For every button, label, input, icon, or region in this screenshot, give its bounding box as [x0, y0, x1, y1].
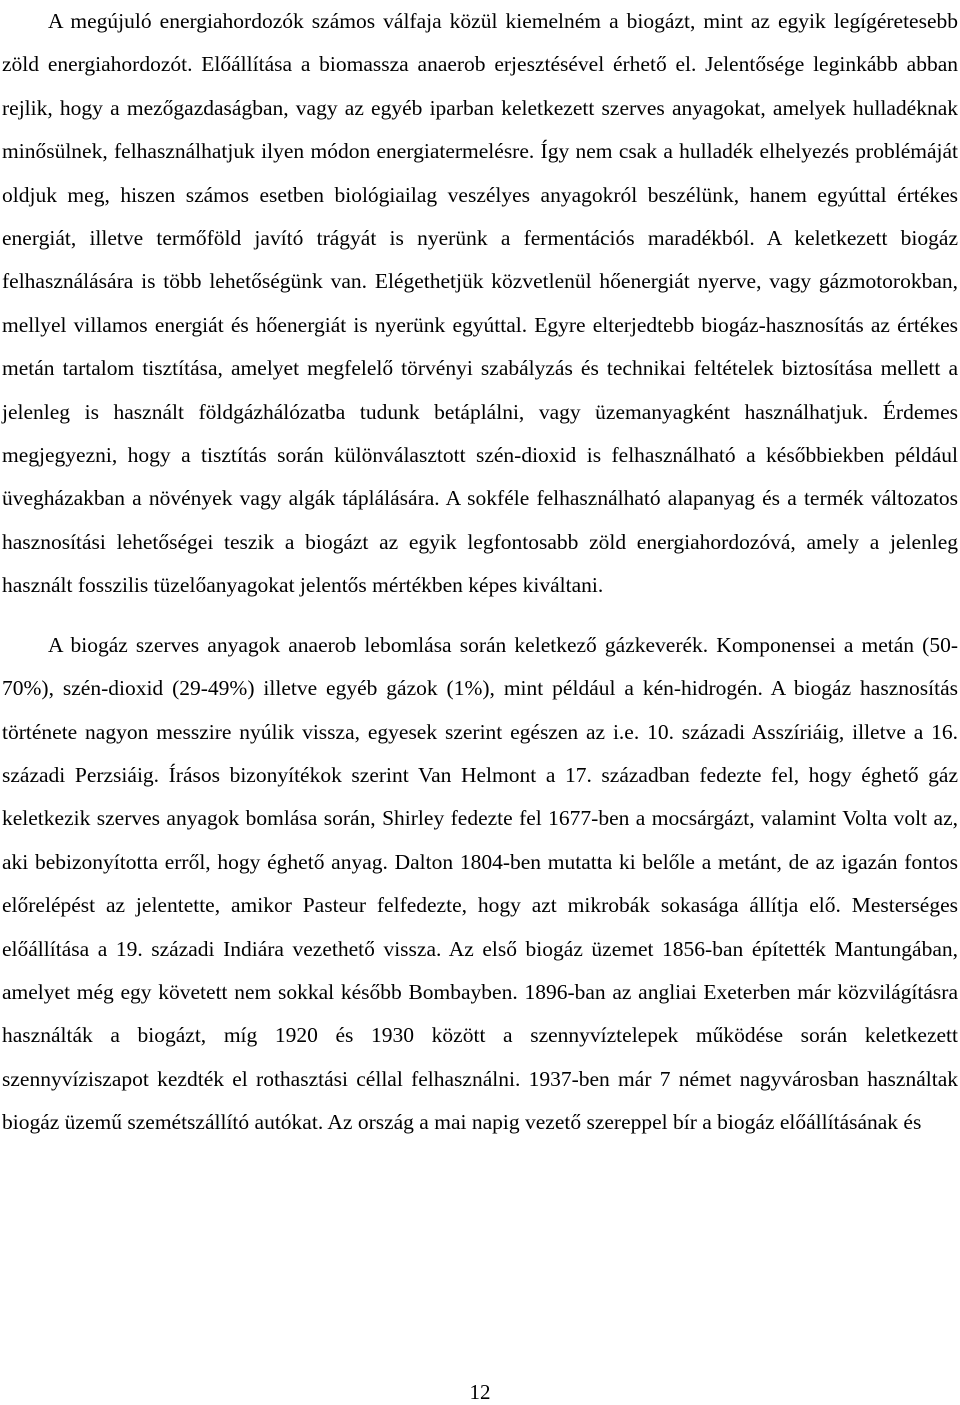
document-body [2, 0, 958, 1145]
page-number: 12 [469, 1380, 491, 1404]
paragraph-biogas-history: A biogáz szerves anyagok anaerob lebomlása során keletkező gázkeverék. Komponensei a metán (50-70%), szén-dioxid (29-49%) illetve egyéb gázok (1%), mint például a kén-hidrogén. A biogáz hasznosítás története nagyon messzire nyúlik vissza, egyesek szerint egészen az i.e. 10. századi Asszíriáig, illetve a 16. századi Perzsiáig. Írásos bizonyítékok szerint Van Helmont a 17. században fedezte fel, hogy éghető gáz keletkezik szerves anyagok bomlása során, Shirley fedezte fel 1677-ben a mocsárgázt, valamint Volta volt az, aki bebizonyította erről, hogy éghető anyag. Dalton 1804-ben mutatta ki belőle a metánt, de az igazán fontos előrelépést az jelentette, amikor Pasteur felfedezte, hogy azt mikrobák sokasága állítja elő. Mesterséges előállítása a 19. századi Indiára vezethető vissza. Az első biogáz üzemet 1856-ban építették Mantungában, amelyet még egy követett nem sokkal később Bombayben. 1896-ban az angliai Exeterben már közvilágításra használták a biogázt, míg 1920 és 1930 között a szennyvíztelepek működése során keletkezett szennyvíziszapot kezdték el rothasztási céllal felhasználni. 1937-ben már 7 német nagyvárosban használtak biogáz üzemű szemétszállító autókat. Az ország a mai napig vezető szereppel bír a biogáz előállításának és [2, 632, 958, 1135]
paragraph-biogas-intro: A megújuló energiahordozók számos válfaja közül kiemelném a biogázt, mint az egyik legígéretesebb zöld energiahordozót. Előállítása a biomassza anaerob erjesztésével érhető el. Jelentősége leginkább abban rejlik, hogy a mezőgazdaságban, vagy az egyéb iparban keletkezett szerves anyagokat, amelyek hulladéknak minősülnek, felhasználhatjuk ilyen módon energiatermelésre. Így nem csak a hulladék elhelyezés problémáját oldjuk meg, hiszen számos esetben biológiailag veszélyes anyagokról beszélünk, hanem egyúttal értékes energiát, illetve termőföld javító trágyát is nyerünk a fermentációs maradékból. A keletkezett biogáz felhasználására is több lehetőségünk van. Elégethetjük közvetlenül hőenergiát nyerve, vagy gázmotorokban, mellyel villamos energiát és hőenergiát is nyerünk egyúttal. Egyre elterjedtebb biogáz-hasznosítás az értékes metán tartalom tisztítása, amelyet megfelelő törvényi szabályzás és technikai feltételek biztosítása mellett a jelenleg is használt földgázhálózatba tudunk betáplálni, vagy üzemanyagként használhatjuk. Érdemes megjegyezni, hogy a tisztítás során különválasztott szén-dioxid is felhasználható a későbbiekben például üvegházakban a növények vagy algák táplálására. A sokféle felhasználható alapanyag és a termék változatos hasznosítási lehetőségei teszik a biogázt az egyik legfontosabb zöld energiahordozóvá, amely a jelenleg használt fosszilis tüzelőanyagokat jelentős mértékben képes kiváltani. [2, 9, 958, 598]
